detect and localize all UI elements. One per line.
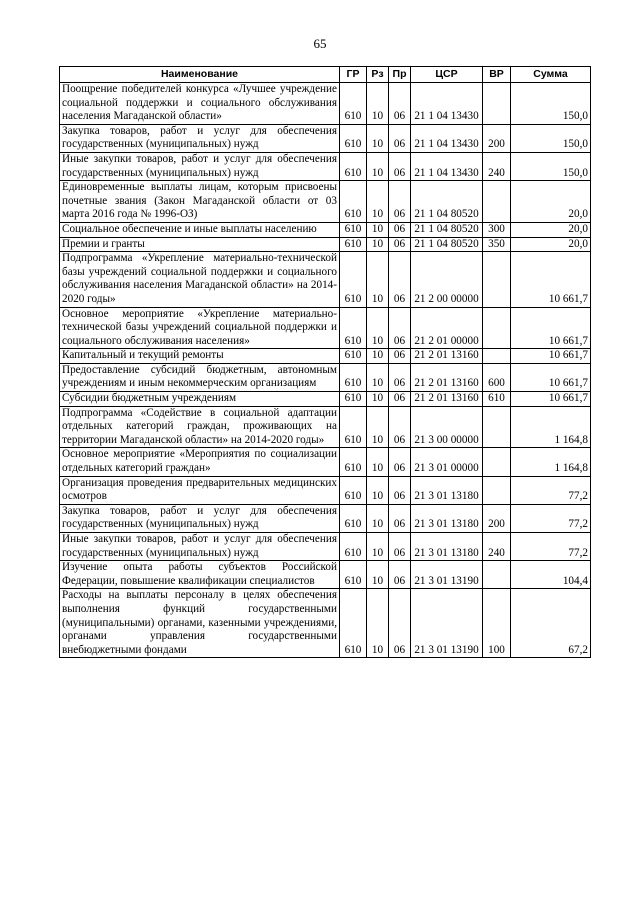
table-row — [60, 349, 591, 364]
row-gr: 610 — [340, 237, 367, 252]
row-csr: 21 2 01 00000 — [411, 307, 483, 349]
row-rz: 10 — [367, 252, 389, 307]
row-sum: 20,0 — [511, 222, 591, 237]
row-name: Иные закупки товаров, работ и услуг для обеспечения государственных (муниципальных) нужд — [60, 152, 340, 180]
row-pr: 06 — [389, 222, 411, 237]
row-vr — [483, 252, 511, 307]
row-gr: 610 — [340, 561, 367, 589]
row-vr: 300 — [483, 222, 511, 237]
row-pr: 06 — [389, 237, 411, 252]
row-vr — [483, 476, 511, 504]
row-vr — [483, 561, 511, 589]
row-sum: 150,0 — [511, 83, 591, 125]
row-vr — [483, 307, 511, 349]
row-vr — [483, 406, 511, 448]
row-sum: 1 164,8 — [511, 448, 591, 476]
row-rz: 10 — [367, 83, 389, 125]
row-csr: 21 1 04 80520 — [411, 222, 483, 237]
row-sum: 1 164,8 — [511, 406, 591, 448]
row-pr: 06 — [389, 124, 411, 152]
table-row — [60, 533, 591, 561]
row-name: Основное мероприятие «Мероприятия по социализации отдельных категорий граждан» — [60, 448, 340, 476]
row-rz: 10 — [367, 406, 389, 448]
row-pr: 06 — [389, 504, 411, 532]
row-gr: 610 — [340, 476, 367, 504]
row-name: Закупка товаров, работ и услуг для обеспечения государственных (муниципальных) нужд — [60, 124, 340, 152]
row-csr: 21 3 01 00000 — [411, 448, 483, 476]
row-pr: 06 — [389, 181, 411, 223]
row-pr: 06 — [389, 392, 411, 407]
row-name: Закупка товаров, работ и услуг для обеспечения государственных (муниципальных) нужд — [60, 504, 340, 532]
row-csr: 21 3 00 00000 — [411, 406, 483, 448]
header-gr: ГР — [340, 67, 367, 83]
table-row — [60, 476, 591, 504]
row-sum: 150,0 — [511, 124, 591, 152]
row-rz: 10 — [367, 222, 389, 237]
row-gr: 610 — [340, 252, 367, 307]
row-name: Иные закупки товаров, работ и услуг для обеспечения государственных (муниципальных) нужд — [60, 533, 340, 561]
header-rz: Рз — [367, 67, 389, 83]
row-gr: 610 — [340, 363, 367, 391]
row-sum: 10 661,7 — [511, 307, 591, 349]
header-vr: ВР — [483, 67, 511, 83]
budget-table — [59, 66, 591, 658]
table-row — [60, 406, 591, 448]
row-rz: 10 — [367, 237, 389, 252]
row-rz: 10 — [367, 589, 389, 658]
table-row — [60, 124, 591, 152]
table-row — [60, 252, 591, 307]
table-row — [60, 561, 591, 589]
table-row — [60, 363, 591, 391]
row-sum: 77,2 — [511, 504, 591, 532]
row-rz: 10 — [367, 349, 389, 364]
row-name: Организация проведения предварительных медицинских осмотров — [60, 476, 340, 504]
row-sum: 77,2 — [511, 533, 591, 561]
row-rz: 10 — [367, 504, 389, 532]
row-csr: 21 1 04 13430 — [411, 124, 483, 152]
table-row — [60, 589, 591, 658]
table-header-row — [60, 67, 591, 83]
header-csr: ЦСР — [411, 67, 483, 83]
row-rz: 10 — [367, 152, 389, 180]
row-gr: 610 — [340, 406, 367, 448]
table-row — [60, 448, 591, 476]
row-csr: 21 2 01 13160 — [411, 363, 483, 391]
row-sum: 104,4 — [511, 561, 591, 589]
row-name: Социальное обеспечение и иные выплаты населению — [60, 222, 340, 237]
row-csr: 21 3 01 13180 — [411, 533, 483, 561]
table-row — [60, 83, 591, 125]
row-gr: 610 — [340, 392, 367, 407]
row-pr: 06 — [389, 406, 411, 448]
row-rz: 10 — [367, 533, 389, 561]
row-vr — [483, 83, 511, 125]
table-row — [60, 181, 591, 223]
row-name: Единовременные выплаты лицам, которым присвоены почетные звания (Закон Магаданской области от 03 марта 2016 года № 1996-ОЗ) — [60, 181, 340, 223]
table-row — [60, 504, 591, 532]
row-name: Поощрение победителей конкурса «Лучшее учреждение социальной поддержки и социального обслуживания населения Магаданской области» — [60, 83, 340, 125]
header-pr: Пр — [389, 67, 411, 83]
row-csr: 21 2 01 13160 — [411, 349, 483, 364]
row-rz: 10 — [367, 561, 389, 589]
row-vr — [483, 181, 511, 223]
row-vr: 610 — [483, 392, 511, 407]
row-gr: 610 — [340, 307, 367, 349]
row-pr: 06 — [389, 533, 411, 561]
row-csr: 21 2 00 00000 — [411, 252, 483, 307]
row-vr: 200 — [483, 124, 511, 152]
row-rz: 10 — [367, 392, 389, 407]
row-pr: 06 — [389, 152, 411, 180]
row-vr — [483, 349, 511, 364]
page-number: 65 — [313, 36, 327, 51]
row-rz: 10 — [367, 448, 389, 476]
row-vr: 200 — [483, 504, 511, 532]
row-sum: 10 661,7 — [511, 363, 591, 391]
table-row — [60, 152, 591, 180]
row-csr: 21 2 01 13160 — [411, 392, 483, 407]
row-rz: 10 — [367, 124, 389, 152]
table-row — [60, 392, 591, 407]
row-name: Подпрограмма «Содействие в социальной адаптации отдельных категорий граждан, проживающих на территории Магаданской области» на 2014-2020 годы» — [60, 406, 340, 448]
table-row — [60, 307, 591, 349]
row-vr — [483, 448, 511, 476]
row-name: Основное мероприятие «Укрепление материально-технической базы учреждений социальной поддержки и социального обслуживания населения» — [60, 307, 340, 349]
row-sum: 10 661,7 — [511, 349, 591, 364]
row-gr: 610 — [340, 448, 367, 476]
row-gr: 610 — [340, 349, 367, 364]
row-sum: 67,2 — [511, 589, 591, 658]
row-gr: 610 — [340, 222, 367, 237]
row-name: Предоставление субсидий бюджетным, автономным учреждениям и иным некоммерческим организациям — [60, 363, 340, 391]
row-rz: 10 — [367, 181, 389, 223]
row-pr: 06 — [389, 476, 411, 504]
row-csr: 21 1 04 80520 — [411, 181, 483, 223]
row-name: Подпрограмма «Укрепление материально-технической базы учреждений социальной поддержки и социального обслуживания населения Магаданской области» на 2014-2020 годы» — [60, 252, 340, 307]
row-gr: 610 — [340, 152, 367, 180]
row-vr: 240 — [483, 533, 511, 561]
row-pr: 06 — [389, 252, 411, 307]
row-csr: 21 3 01 13190 — [411, 589, 483, 658]
row-sum: 77,2 — [511, 476, 591, 504]
row-csr: 21 1 04 80520 — [411, 237, 483, 252]
row-sum: 150,0 — [511, 152, 591, 180]
header-name: Наименование — [60, 67, 340, 83]
row-csr: 21 3 01 13180 — [411, 504, 483, 532]
row-gr: 610 — [340, 589, 367, 658]
row-sum: 10 661,7 — [511, 252, 591, 307]
row-vr: 100 — [483, 589, 511, 658]
row-pr: 06 — [389, 448, 411, 476]
row-pr: 06 — [389, 83, 411, 125]
row-name: Изучение опыта работы субъектов Российской Федерации, повышение квалификации специалистов — [60, 561, 340, 589]
row-pr: 06 — [389, 363, 411, 391]
table-body — [60, 83, 591, 658]
row-name: Расходы на выплаты персоналу в целях обеспечения выполнения функций государственными (муниципальными) органами, казенными учреждениями, органами управления государственными внебюджетными фондами — [60, 589, 340, 658]
row-rz: 10 — [367, 307, 389, 349]
row-csr: 21 3 01 13180 — [411, 476, 483, 504]
row-gr: 610 — [340, 181, 367, 223]
row-sum: 10 661,7 — [511, 392, 591, 407]
table-row — [60, 222, 591, 237]
row-name: Капитальный и текущий ремонты — [60, 349, 340, 364]
row-name: Субсидии бюджетным учреждениям — [60, 392, 340, 407]
row-vr: 240 — [483, 152, 511, 180]
row-rz: 10 — [367, 363, 389, 391]
row-pr: 06 — [389, 589, 411, 658]
row-csr: 21 3 01 13190 — [411, 561, 483, 589]
row-pr: 06 — [389, 307, 411, 349]
row-vr: 600 — [483, 363, 511, 391]
header-sum: Сумма — [511, 67, 591, 83]
row-gr: 610 — [340, 533, 367, 561]
row-rz: 10 — [367, 476, 389, 504]
row-sum: 20,0 — [511, 237, 591, 252]
row-sum: 20,0 — [511, 181, 591, 223]
row-csr: 21 1 04 13430 — [411, 83, 483, 125]
table-row — [60, 237, 591, 252]
row-pr: 06 — [389, 561, 411, 589]
row-gr: 610 — [340, 504, 367, 532]
row-name: Премии и гранты — [60, 237, 340, 252]
row-csr: 21 1 04 13430 — [411, 152, 483, 180]
row-vr: 350 — [483, 237, 511, 252]
row-gr: 610 — [340, 124, 367, 152]
row-pr: 06 — [389, 349, 411, 364]
row-gr: 610 — [340, 83, 367, 125]
